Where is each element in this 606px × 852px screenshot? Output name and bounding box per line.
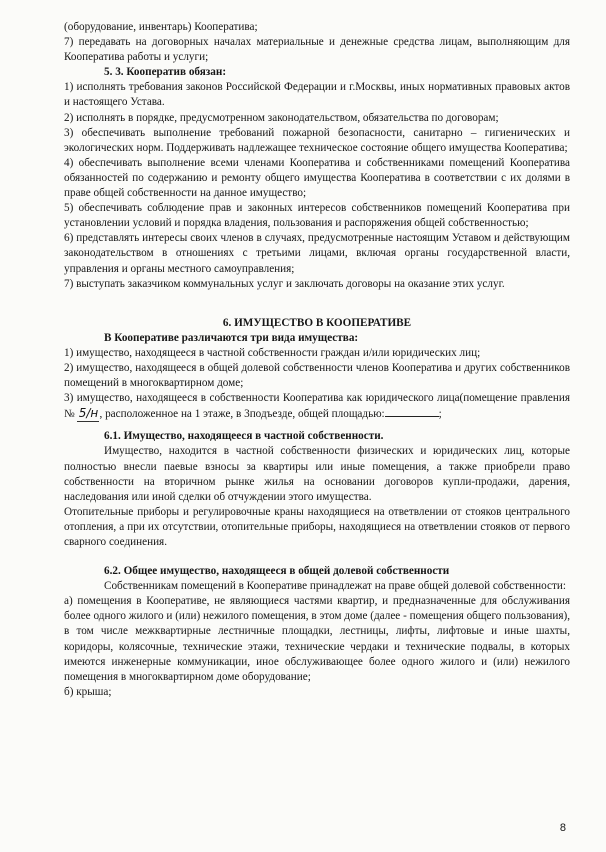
list-item [64,391,570,422]
document-body [64,20,570,700]
subsection-title: 6.2. Общее имущество, находящееся в общей долевой собственности [104,565,450,578]
text-line: 2) исполнять в порядке, предусмотренном законодательством, обязательства по договорам; [64,111,499,124]
text-line: 7) передавать на договорных началах материальные и денежные средства лицам, выполняющим для Кооператива работы и услуги; [64,36,570,64]
item3-text-a: 3) имущество, находящееся в собственности Кооператива как юридического лица(помещение правления № [64,392,570,421]
handwritten-room-number: 5/н [77,406,99,422]
list-item: б) крыша; [64,685,112,698]
subsection-heading: 5. 3. Кооператив обязан: [104,66,227,79]
text-line: 7) выступать заказчиком коммунальных услуг и заключать договоры на оказание этих услуг. [64,277,505,290]
subsection-title: 6.1. Имущество, находящееся в частной собственности. [104,430,384,443]
text-line: 3) обеспечивать выполнение требований пожарной безопасности, санитарно – гигиенических и экологических норм. Поддерживать надлежащее техническое состояние общего имущества Кооператива; [64,126,570,154]
paragraph: Собственникам помещений в Кооперативе принадлежат на праве общей долевой собственности: [104,580,566,593]
text-line: 1) исполнять требования законов Российской Федерации и г.Москвы, иных нормативных правовых актов и настоящего Устава. [64,81,570,109]
list-item: 2) имущество, находящееся в общей долевой собственности членов Кооператива и других собственников помещений в многоквартирном доме; [64,361,570,390]
list-item: 1) имущество, находящееся в частной собственности граждан и/или юридических лиц; [64,346,481,359]
text-line: 6) представлять интересы своих членов в случаях, предусмотренные настоящим Уставом и действующим законодательством в отношениях с третьими лицами, включая органы государственной власти, управления и органы местного самоуправления; [64,232,570,275]
paragraph: Отопительные приборы и регулировочные краны находящиеся на ответвлении от стояков центрального отопления, а при их отсутствии, отопительные приборы, находящиеся на ответвлении стояков от первого сварного соединения. [64,505,570,548]
item3-text-c: ; [438,408,442,421]
list-item: а) помещения в Кооперативе, не являющиеся частями квартир, и предназначенные для обслуживания более одного жилого и (или) нежилого помещения, в этом доме (далее - помещения общего пользования), в том числе межквартирные лестничные площадки, лестницы, лифты, лифтовые и иные шахты, коридоры, колясочные, технические этажи, технические чердаки и технические подвалы, в которых имеются инженерные коммуникации, иное обслуживающее более одного жилого и (или) нежилого помещения в многоквартирном доме оборудование; [64,595,570,683]
text-line: (оборудование, инвентарь) Кооператива; [64,21,258,33]
paragraph: Имущество, находится в частной собственности физических и юридических лиц, которые полностью внесли паевые взносы за квартиры или иные помещения, а также приобрели право собственности на вторичном рынке жилья на основании договоров купли-продажи, дарения, наследования или иной сделки об отчуждении этого имущества. [64,445,570,503]
page-number: 8 [559,822,566,834]
text-line: 5) обеспечивать соблюдение прав и законных интересов собственников помещений Кооператива при установлении условий и порядка владения, пользования и распоряжения общей собственностью; [64,202,570,230]
blank-area-line [385,406,439,417]
section-intro: В Кооперативе различаются три вида имущества: [104,331,359,344]
item3-text-b: , расположенное на 1 этаже, в 3подъезде, общей площадью: [99,408,385,421]
section-title: 6. ИМУЩЕСТВО В КООПЕРАТИВЕ [222,316,412,329]
text-line: 4) обеспечивать выполнение всеми членами Кооператива и собственниками помещений Кооператива обязанностей по содержанию и ремонту общего имущества Кооператива в соответствии с их долями в праве общей собственности на данное имущество; [64,156,570,200]
